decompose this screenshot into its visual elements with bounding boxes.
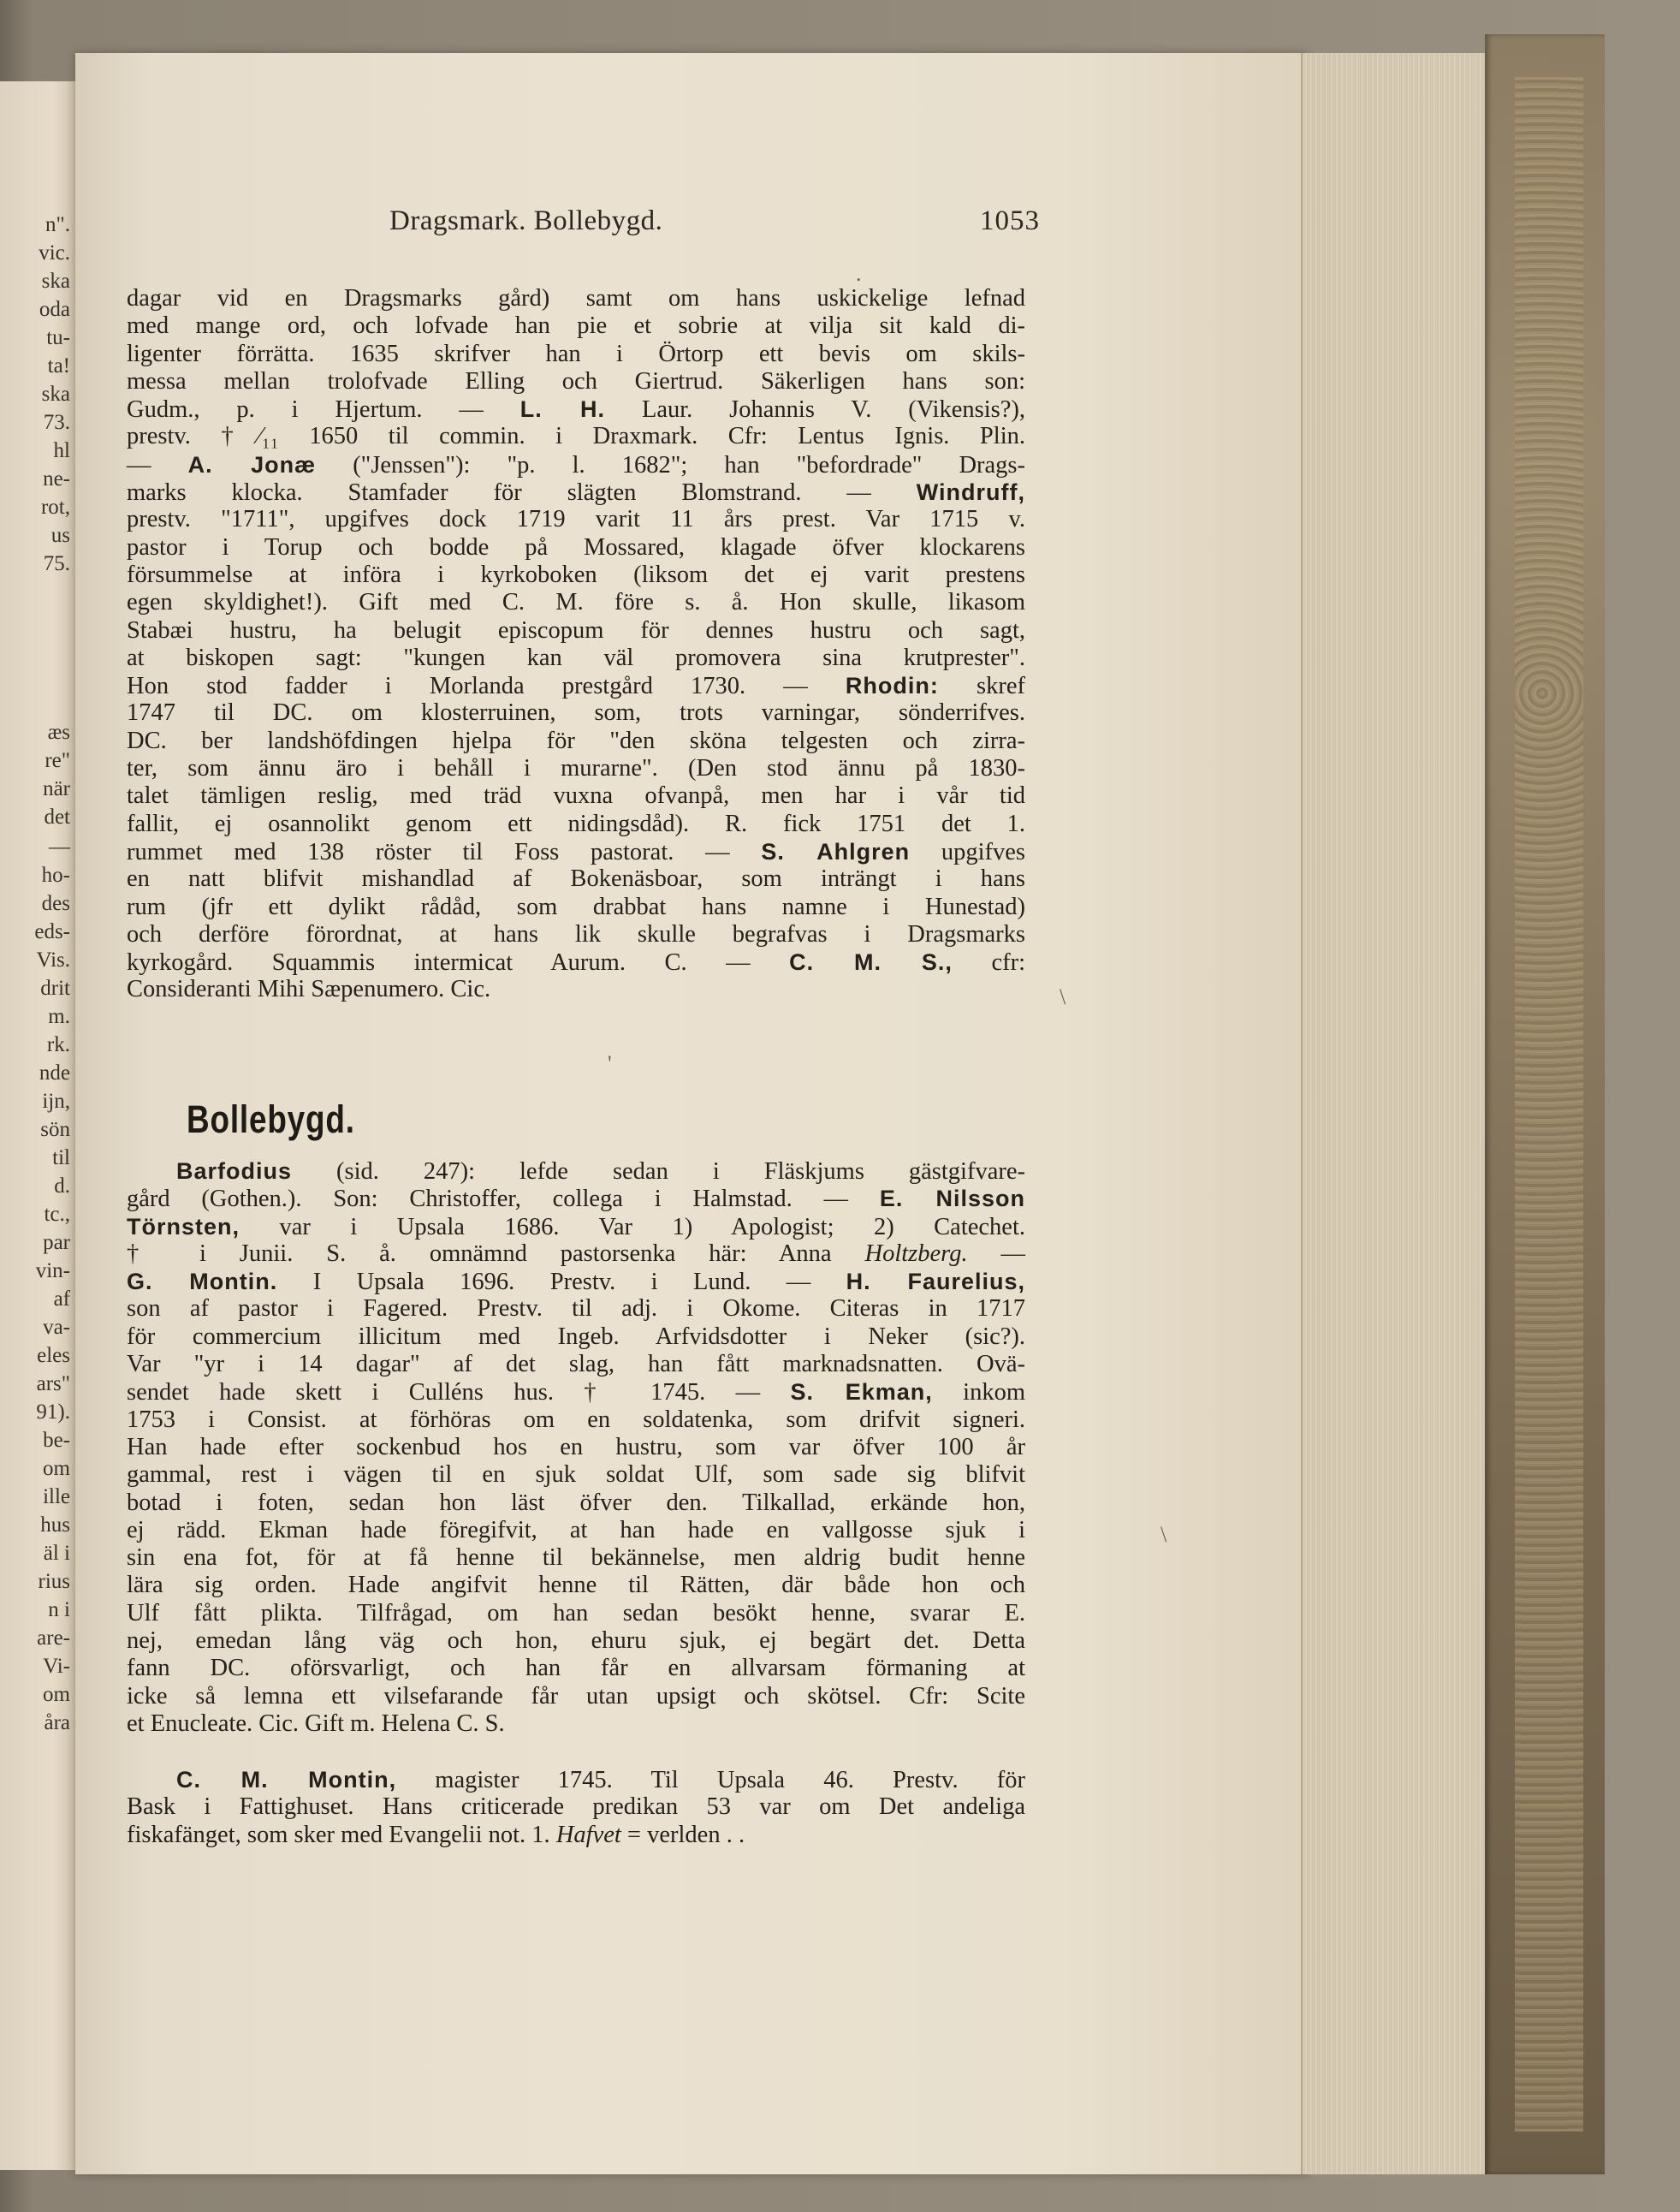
paragraph-bollebygd [127, 1157, 1025, 1738]
text-line: dagar vid en Dragsmarks gård) samt om hans uskickelige lefnad [127, 285, 1025, 312]
left-page-fragment: oda [39, 298, 70, 321]
text-line: 1753 i Consist. at förhöras om en soldatenka, som drifvit signeri. [127, 1406, 1025, 1433]
running-header [389, 205, 1040, 244]
text-line: en natt blifvit mishandlad af Bokenäsboar, som inträngt i hans [127, 865, 1025, 893]
person-name: C. M. Montin, [176, 1767, 397, 1793]
text-line [127, 479, 1025, 506]
left-page-fragment: om [43, 1683, 70, 1706]
text-run: sendet hade skett i Culléns hus. † 1745. — [127, 1379, 791, 1406]
text-line: rum (jfr ett dylikt rådåd, som drabbat hans namne i Hunestad) [127, 893, 1025, 920]
section-title-bollebygd: Bollebygd. [187, 1097, 355, 1141]
text-line: egen skyldighet!). Gift med C. M. före s. å. Hon skulle, likasom [127, 589, 1025, 616]
text-run: fiskafänget, som sker med Evangelii not. 1. [127, 1821, 556, 1848]
person-name: C. M. S., [789, 949, 953, 976]
left-page-fragment: m. [48, 1005, 70, 1028]
text-line [127, 451, 1025, 479]
text-run: Hon stod fadder i Morlanda prestgård 1730. — [127, 673, 846, 700]
left-page-fragment: ne- [43, 467, 70, 491]
margin-mark: . [856, 261, 862, 286]
text-line [127, 948, 1025, 976]
left-page-fragment: vin- [35, 1259, 70, 1282]
text-line: lära sig orden. Hade angifvit henne til Rätten, där både hon och [127, 1572, 1025, 1599]
person-name: A. Jonæ [187, 451, 317, 478]
left-page-fragment: eles [37, 1344, 70, 1367]
text-line: talet tämligen reslig, med träd vuxna ofvanpå, men har i vår tid [127, 782, 1025, 810]
text-run: rummet med 138 röster til Foss pastorat. — [127, 838, 762, 865]
left-page-fragment: rot, [40, 496, 70, 519]
left-page-fragment: 75. [43, 552, 70, 575]
text-line: fann DC. oförsvarligt, och han får en allvarsam förmaning at [127, 1655, 1025, 1682]
person-name: S. Ahlgren [761, 838, 911, 865]
cover-marbling [1515, 77, 1583, 2132]
left-page-fragment: us [50, 524, 70, 547]
left-page-fragment: ille [43, 1485, 70, 1508]
header-title: Dragsmark. Bollebygd. [389, 205, 663, 236]
text-line: Han hade efter sockenbud hos en hustru, som var öfver 100 år [127, 1433, 1025, 1460]
text-line: Stabæi hustru, ha belugit episcopum för dennes hustru och sagt, [127, 616, 1025, 644]
left-page-fragment: are- [37, 1626, 70, 1650]
paragraph-montin [127, 1766, 1025, 1849]
text-run: gård (Gothen.). Son: Christoffer, collega i Halmstad. — [127, 1186, 880, 1213]
left-page-fragment: Vis. [36, 948, 70, 972]
text-line: Bask i Fattighuset. Hans criticerade predikan 53 var om Det andeliga [127, 1793, 1025, 1821]
left-page-fragment: ars" [36, 1372, 70, 1395]
text-line: nej, emedan lång väg och hon, ehuru sjuk, ej begärt det. Detta [127, 1627, 1025, 1655]
left-page-fragment: — [49, 835, 70, 859]
left-page-fragment: æs [47, 721, 70, 744]
text-run: I Upsala 1696. Prestv. i Lund. — [277, 1269, 846, 1296]
text-line [127, 672, 1025, 699]
left-page-fragment: nde [39, 1061, 70, 1085]
text-run: Laur. Johannis V. (Vikensis?), [605, 396, 1025, 424]
text-line: ej rädd. Ekman hade föregifvit, at han hade en vallgosse sjuk i [127, 1516, 1025, 1543]
text-line: ter, som ännu äro i behåll i murarne". (Den stod ännu på 1830- [127, 755, 1025, 782]
text-line: 1747 til DC. om klosterruinen, som, trots varningar, sönderrifves. [127, 699, 1025, 727]
left-page-fragment: n i [48, 1598, 70, 1621]
text-run: inkom [932, 1379, 1025, 1406]
text-line: son af pastor i Fagered. Prestv. til adj. i Okome. Citeras in 1717 [127, 1295, 1025, 1323]
text-line [127, 395, 1025, 423]
margin-mark: \ [1060, 984, 1066, 1009]
text-line: at biskopen sagt: "kungen kan väl promovera sina krutprester". [127, 644, 1025, 671]
left-page-fragment: ska [41, 383, 70, 406]
person-name: Windruff, [916, 479, 1025, 506]
person-name: Barfodius [176, 1158, 293, 1184]
text-line: med mange ord, och lofvade han pie et sobrie at vilja sit kald di- [127, 312, 1025, 340]
text-line: sin ena fot, för at få henne til bekännelse, men aldrig budit henne [127, 1544, 1025, 1572]
left-page-fragment: sön [40, 1118, 70, 1141]
text-line [127, 1822, 1025, 1849]
text-line [127, 1185, 1025, 1212]
text-line: och derföre förordnat, at hans lik skulle begrafvas i Dragsmarks [127, 920, 1025, 948]
left-page-fragment: n". [45, 213, 70, 236]
text-line: botad i foten, sedan hon läst öfver den. Tilkallad, erkände hon, [127, 1489, 1025, 1516]
page-number: 1053 [980, 205, 1040, 236]
italic-text: Holtzberg. [864, 1240, 968, 1267]
text-run: — [967, 1240, 1026, 1267]
margin-mark: ' [608, 1051, 612, 1076]
left-page-fragment: til [52, 1146, 70, 1169]
text-line [127, 1157, 1025, 1185]
left-page-fragment: 73. [43, 411, 70, 434]
left-page-fragment: va- [43, 1316, 70, 1339]
person-name: G. Montin. [127, 1269, 278, 1295]
text-line: för commercium illicitum med Ingeb. Arfvidsdotter i Neker (sic?). [127, 1323, 1025, 1350]
left-page-fragment: rk. [46, 1033, 70, 1056]
left-page-fragment: det [44, 806, 70, 829]
text-run: = verlden . . [620, 1821, 745, 1848]
italic-text: Hafvet [555, 1821, 621, 1848]
person-name: H. Faurelius, [846, 1269, 1026, 1295]
left-page-fragment: par [43, 1231, 70, 1254]
text-line: Var "yr i 14 dagar" af det slag, han fått marknadsnatten. Ovä- [127, 1351, 1025, 1378]
left-page-fragment: hus [40, 1513, 70, 1537]
left-facing-page [0, 81, 77, 2170]
text-line: prestv. †⁄₁₁ 1650 til commin. i Draxmark. Cfr: Lentus Ignis. Plin. [127, 423, 1025, 450]
left-page-fragment: Vi- [43, 1655, 70, 1678]
text-run: — [127, 451, 188, 479]
left-page-fragment: vic. [39, 241, 70, 265]
person-name: S. Ekman, [790, 1379, 933, 1406]
left-page-fragment: af [53, 1287, 70, 1311]
left-page-fragment: äl i [43, 1542, 70, 1565]
left-page-fragment: ho- [41, 864, 70, 887]
left-page-fragment: ijn, [42, 1090, 70, 1113]
page-block-edges [1301, 53, 1487, 2174]
text-line [127, 1378, 1025, 1406]
text-line: pastor i Torup och bodde på Mossared, klagade öfver klockarens [127, 533, 1025, 561]
text-line: DC. ber landshöfdingen hjelpa för "den sköna telgesten och zirra- [127, 727, 1025, 754]
left-page-fragment: drit [40, 977, 70, 1000]
text-line [127, 838, 1025, 865]
text-run: kyrkogård. Squammis intermicat Aurum. C. — [127, 949, 790, 977]
left-page-fragment: re" [45, 749, 70, 772]
text-run: skref [938, 673, 1025, 700]
text-line [127, 1766, 1025, 1793]
left-page-fragment: rius [38, 1570, 70, 1593]
text-run: † i Junii. S. å. omnämnd pastorsenka här: Anna [127, 1240, 865, 1267]
text-run: ("Jenssen"): "p. l. 1682"; han "befordrade" Drags- [316, 451, 1025, 479]
left-page-fragment: 91). [36, 1400, 70, 1424]
text-line: försummelse at införa i kyrkoboken (liksom det ej varit prestens [127, 561, 1025, 588]
left-page-fragment: des [41, 892, 70, 915]
left-page-fragment: hl [53, 439, 70, 462]
text-line: Ulf fått plikta. Tilfrågad, om han sedan besökt henne, svarar E. [127, 1599, 1025, 1626]
left-page-fragment: ta! [47, 354, 70, 378]
text-line: icke så lemna ett vilsefarande får utan upsigt och skötsel. Cfr: Scite [127, 1682, 1025, 1710]
text-run: Gudm., p. i Hjertum. — [127, 396, 520, 424]
text-run: magister 1745. Til Upsala 46. Prestv. för [396, 1767, 1025, 1793]
text-line [127, 1213, 1025, 1240]
text-line [127, 1240, 1025, 1268]
left-page-fragment: när [43, 777, 70, 800]
margin-mark: \ [1161, 1522, 1167, 1547]
left-page-fragment: om [43, 1457, 70, 1480]
left-page-fragment: åra [44, 1711, 70, 1734]
left-page-fragment: tu- [46, 326, 70, 349]
left-page-fragment: ska [41, 270, 70, 293]
text-line: et Enucleate. Cic. Gift m. Helena C. S. [127, 1710, 505, 1737]
text-line: ligenter förrätta. 1635 skrifver han i Örtorp ett bevis om skils- [127, 340, 1025, 367]
text-run: upgifves [910, 838, 1026, 865]
text-line [127, 1268, 1025, 1295]
text-line: fallit, ej osannolikt genom ett nidingsdåd). R. fick 1751 det 1. [127, 810, 1025, 837]
text-line: prestv. "1711", upgifves dock 1719 varit 11 års prest. Var 1715 v. [127, 506, 1025, 533]
text-run: cfr: [952, 949, 1025, 977]
person-name: L. H. [519, 396, 606, 423]
text-line: Consideranti Mihi Sæpenumero. Cic. [127, 976, 491, 1003]
left-page-fragment: tc., [44, 1203, 70, 1226]
person-name: Rhodin: [845, 673, 939, 699]
left-page-fragment: be- [43, 1429, 70, 1452]
left-page-fragment: eds- [34, 920, 70, 943]
text-line: messa mellan trolofvade Elling och Giertrud. Säkerligen hans son: [127, 367, 1025, 395]
person-name: Törnsten, [127, 1213, 240, 1240]
text-run: marks klocka. Stamfader för slägten Blomstrand. — [127, 479, 917, 507]
paragraph-dragsmark [127, 285, 1025, 1004]
text-run: var i Upsala 1686. Var 1) Apologist; 2) Catechet. [240, 1213, 1025, 1240]
person-name: E. Nilsson [879, 1186, 1025, 1212]
left-page-fragment: d. [54, 1174, 70, 1198]
text-line: gammal, rest i vägen til en sjuk soldat Ulf, som sade sig blifvit [127, 1461, 1025, 1489]
text-run: (sid. 247): lefde sedan i Fläskjums gästgifvare- [292, 1158, 1025, 1185]
